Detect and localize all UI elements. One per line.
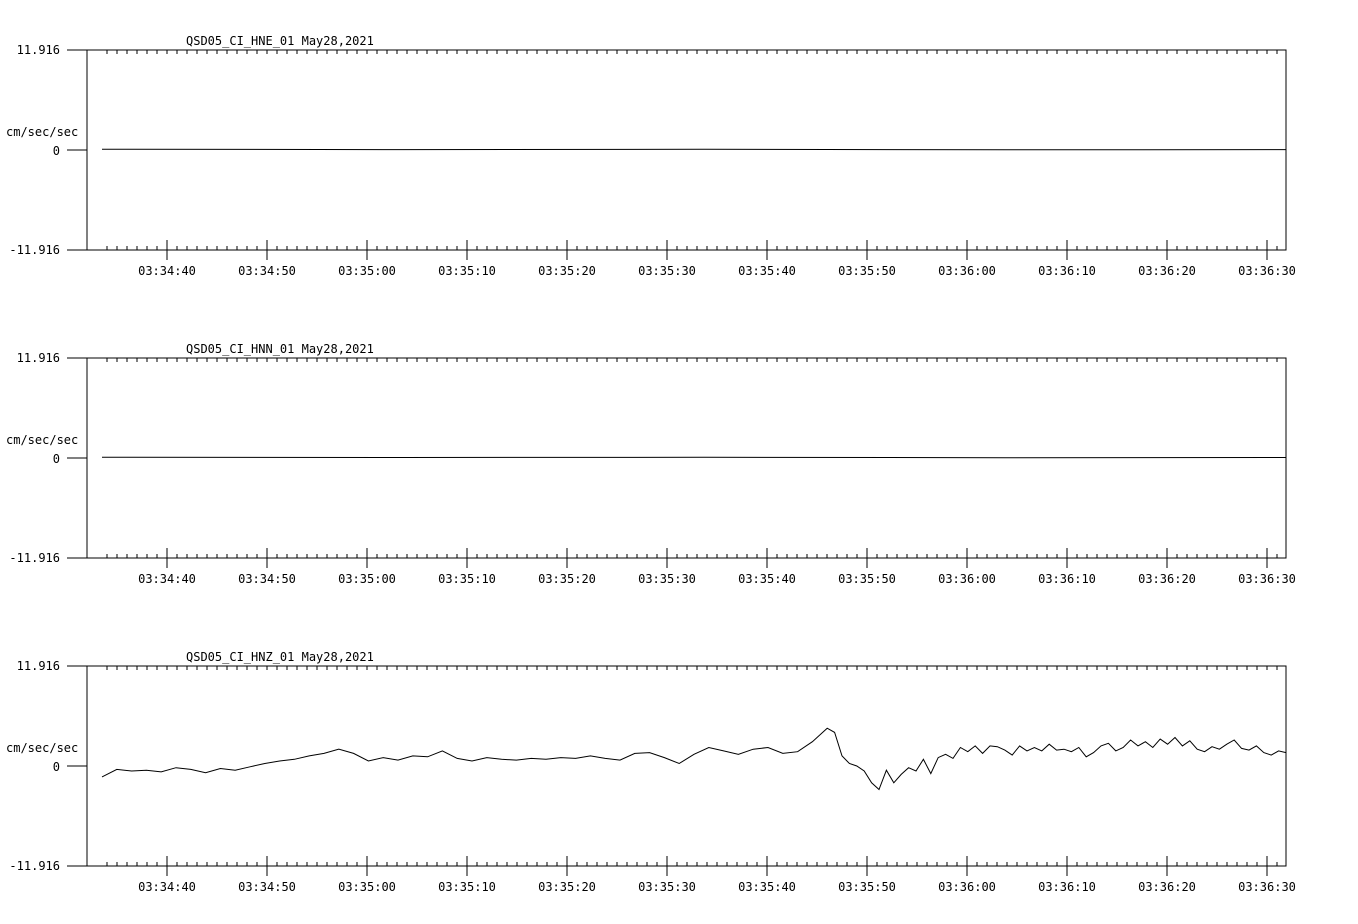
x-tick-label: 03:36:30	[1238, 880, 1296, 894]
x-tick-label: 03:35:00	[338, 572, 396, 586]
x-tick-label: 03:36:10	[1038, 572, 1096, 586]
x-tick-label: 03:34:40	[138, 880, 196, 894]
seismogram-panel	[0, 616, 1358, 916]
chart-title: QSD05_CI_HNE_01 May28,2021	[186, 34, 374, 48]
trace-plot	[0, 308, 1358, 608]
x-tick-label: 03:36:00	[938, 264, 996, 278]
x-tick-label: 03:35:30	[638, 572, 696, 586]
y-axis-label: cm/sec/sec	[6, 741, 79, 755]
trace-plot	[0, 0, 1358, 300]
x-tick-label: 03:36:10	[1038, 880, 1096, 894]
x-tick-label: 03:36:20	[1138, 572, 1196, 586]
x-tick-label: 03:36:20	[1138, 880, 1196, 894]
x-tick-label: 03:34:40	[138, 264, 196, 278]
x-tick-label: 03:36:30	[1238, 572, 1296, 586]
y-axis-label: cm/sec/sec	[6, 125, 79, 139]
y-tick-label: 0	[52, 760, 60, 774]
x-tick-label: 03:35:40	[738, 264, 796, 278]
x-tick-label: 03:35:20	[538, 264, 596, 278]
x-tick-label: 03:35:00	[338, 880, 396, 894]
x-tick-label: 03:35:50	[838, 572, 896, 586]
x-tick-label: 03:36:00	[938, 572, 996, 586]
y-tick-label: 11.916	[16, 43, 60, 57]
y-tick-label: -11.916	[9, 243, 60, 257]
y-tick-label: -11.916	[9, 859, 60, 873]
x-tick-label: 03:36:20	[1138, 264, 1196, 278]
x-tick-label: 03:35:30	[638, 264, 696, 278]
x-tick-label: 03:35:20	[538, 880, 596, 894]
trace-line	[102, 457, 1286, 458]
x-tick-label: 03:35:50	[838, 264, 896, 278]
trace-line	[102, 149, 1286, 150]
x-tick-label: 03:34:50	[238, 264, 296, 278]
x-tick-label: 03:35:30	[638, 880, 696, 894]
x-tick-label: 03:36:00	[938, 880, 996, 894]
x-tick-label: 03:36:10	[1038, 264, 1096, 278]
x-tick-label: 03:35:10	[438, 264, 496, 278]
x-tick-label: 03:35:40	[738, 880, 796, 894]
x-tick-label: 03:36:30	[1238, 264, 1296, 278]
seismogram-panel	[0, 308, 1358, 608]
x-tick-label: 03:34:40	[138, 572, 196, 586]
x-tick-label: 03:34:50	[238, 572, 296, 586]
y-tick-label: 11.916	[16, 659, 60, 673]
x-tick-label: 03:34:50	[238, 880, 296, 894]
y-tick-label: -11.916	[9, 551, 60, 565]
x-tick-label: 03:35:40	[738, 572, 796, 586]
y-tick-label: 0	[52, 452, 60, 466]
y-tick-label: 0	[52, 144, 60, 158]
chart-title: QSD05_CI_HNZ_01 May28,2021	[186, 650, 374, 664]
x-tick-label: 03:35:00	[338, 264, 396, 278]
x-tick-label: 03:35:10	[438, 572, 496, 586]
x-tick-label: 03:35:50	[838, 880, 896, 894]
trace-line	[102, 728, 1286, 789]
trace-plot	[0, 616, 1358, 916]
plot-frame	[87, 666, 1286, 866]
y-tick-label: 11.916	[16, 351, 60, 365]
x-tick-label: 03:35:20	[538, 572, 596, 586]
seismogram-panel	[0, 0, 1358, 300]
x-tick-label: 03:35:10	[438, 880, 496, 894]
chart-title: QSD05_CI_HNN_01 May28,2021	[186, 342, 374, 356]
y-axis-label: cm/sec/sec	[6, 433, 79, 447]
